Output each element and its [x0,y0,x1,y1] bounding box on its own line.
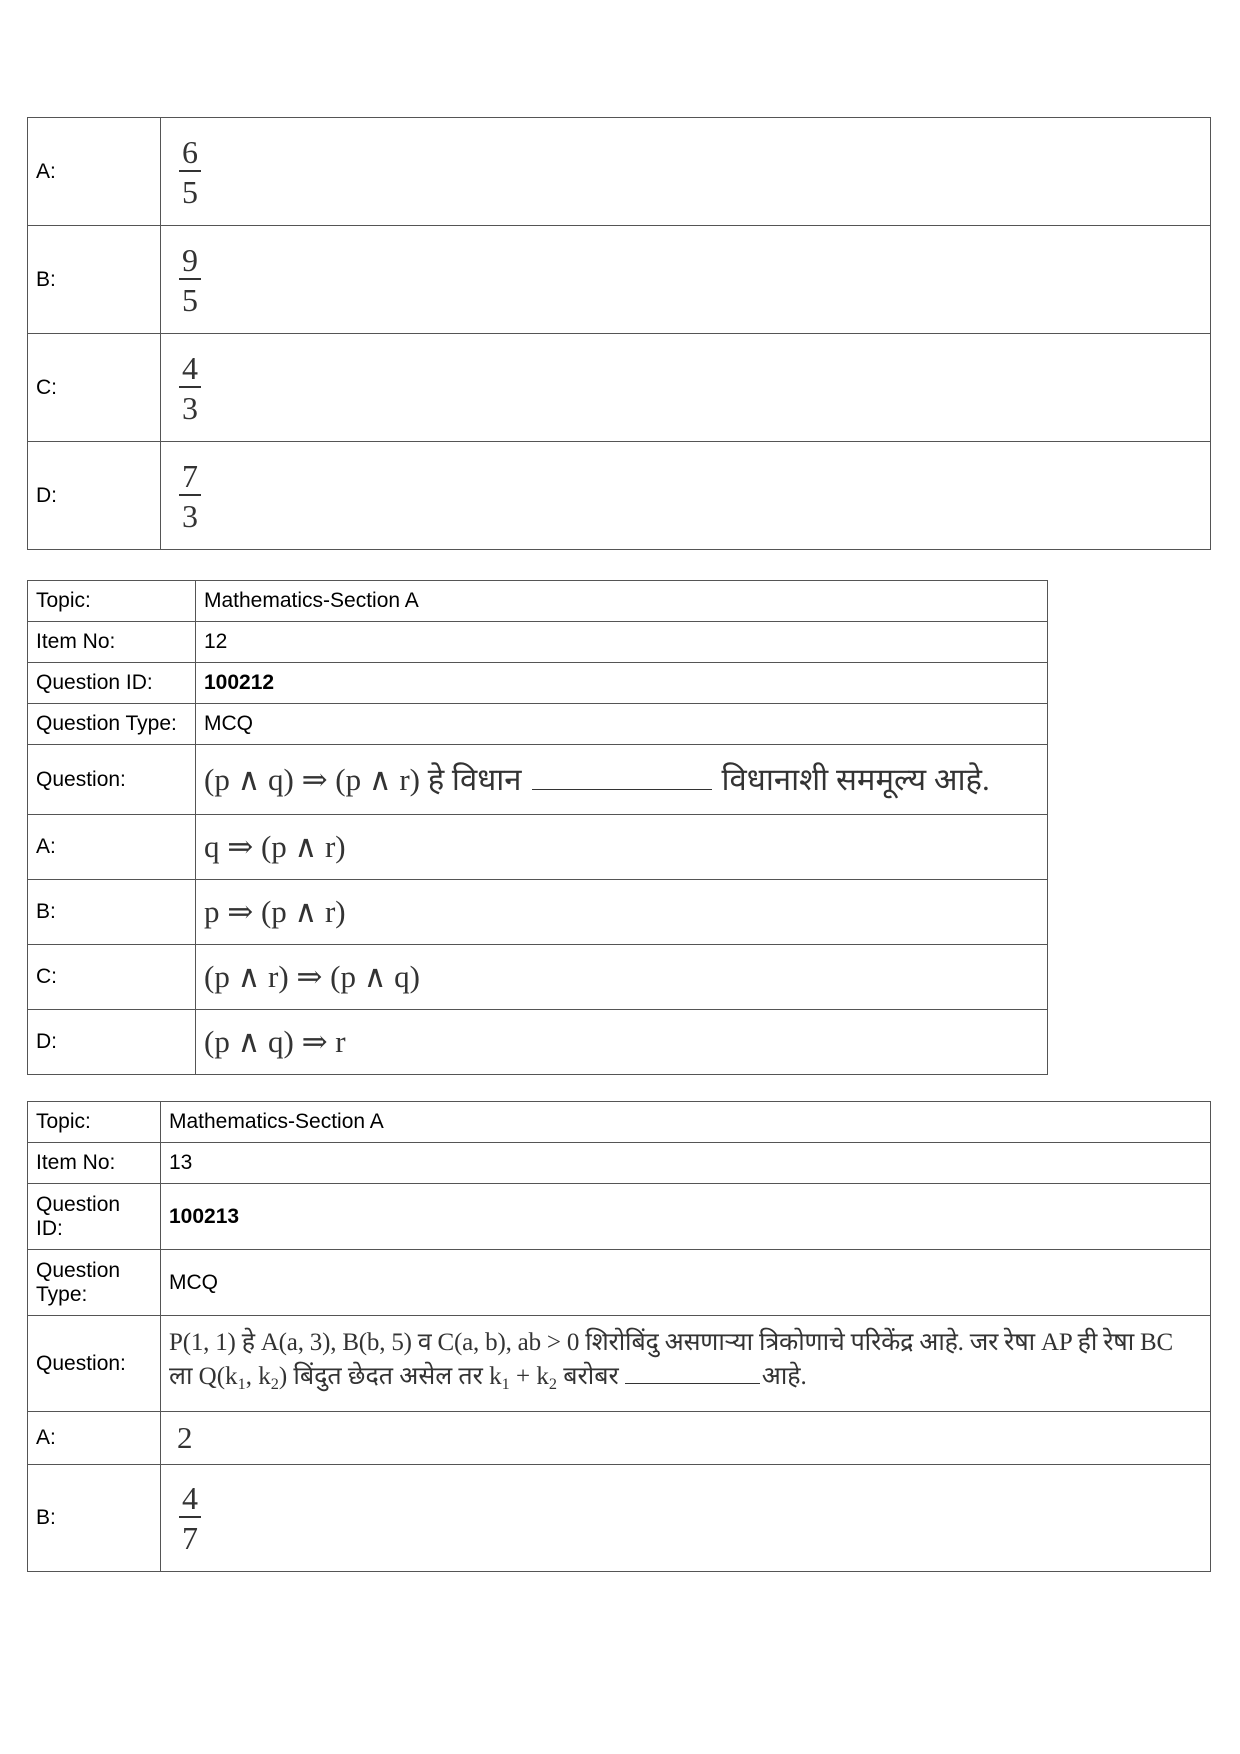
fraction-numerator: 4 [182,1480,198,1516]
fraction-numerator: 9 [182,241,198,278]
answer-blank [532,789,712,790]
question-text-part2: विधानाशी सममूल्य आहे. [721,761,990,797]
option-label [28,226,161,334]
option-row-d [28,442,1211,550]
topic-row [28,581,1048,622]
option-label-text: D: [36,483,57,507]
fraction-denominator: 7 [182,1520,198,1556]
option-label: B: [36,1506,56,1529]
question-row [28,745,1048,815]
option-label-text: B: [36,267,56,291]
option-label-text: C: [36,375,57,399]
question-id-value: 100213 [169,1204,240,1228]
question-id-value: 100212 [204,671,275,694]
topic-value: Mathematics-Section A [169,1110,384,1133]
option-row-b [28,1465,1211,1572]
option-fraction [179,135,201,209]
fraction-denominator: 3 [182,389,198,426]
question-text-line1: P(1, 1) हे A(a, 3), B(b, 5) व C(a, b), ab > 0 शिरोबिंदु असणाऱ्या त्रिकोणाचे परिकेंद्र आहे. जर रेषा AP ही रेषा BC [169,1329,1174,1357]
q-line2-sub2: 2 [270,1374,279,1393]
option-value [161,226,1211,334]
answer-blank [625,1383,760,1384]
fraction-numerator: 6 [182,133,198,170]
q-line2-c: ) बिंदुत छेदत असेल तर k [278,1363,502,1391]
option-row-a [28,815,1048,880]
option-row-d [28,1010,1048,1075]
option-value [161,334,1211,442]
option-label: B: [36,900,56,923]
question-id-label: Question ID: [36,671,153,694]
question-type-label: Question Type: [36,1258,121,1306]
question-label: Question: [36,1351,126,1375]
q-line2-sub3: 1 [501,1374,510,1393]
option-value: 2 [177,1420,193,1455]
fraction-denominator: 5 [182,173,198,210]
item-no-label: Item No: [36,1151,116,1174]
topic-value: Mathematics-Section A [204,589,419,612]
option-label [28,334,161,442]
option-value: p ⇒ (p ∧ r) [204,894,346,929]
option-label-text: A: [36,159,56,183]
question-type-label: Question Type: [36,712,177,735]
question-row [28,1316,1211,1412]
q-line2-f: आहे. [761,1363,807,1391]
option-value: q ⇒ (p ∧ r) [204,829,346,864]
options-table-prev [27,117,1211,550]
fraction-numerator: 7 [182,457,198,494]
question-type-value: MCQ [204,712,253,735]
option-label: D: [36,1030,57,1053]
option-value [161,118,1211,226]
question-type-value: MCQ [169,1270,218,1294]
question-id-label: Question ID: [36,1192,121,1240]
item-no-label: Item No: [36,630,116,653]
question-type-row [28,1250,1211,1316]
option-fraction [179,351,201,425]
option-label [28,118,161,226]
option-row-c [28,945,1048,1010]
option-row-c [28,334,1211,442]
option-label [28,442,161,550]
q-line2-a: ला Q(k [169,1363,238,1391]
option-row-a [28,118,1211,226]
item-no-row [28,1143,1211,1184]
option-value: (p ∧ r) ⇒ (p ∧ q) [204,959,420,994]
option-label: A: [36,835,56,858]
question-id-row [28,663,1048,704]
topic-row [28,1102,1211,1143]
q-line2-d: + k [509,1363,549,1391]
fraction-denominator: 5 [182,281,198,318]
question-id-row [28,1184,1211,1250]
fraction-denominator: 3 [182,497,198,534]
q-line2-sub1: 1 [237,1374,246,1393]
option-value [161,442,1211,550]
q-line2-b: , k [245,1363,271,1391]
question-text-line2 [169,1360,1202,1401]
q-line2-e: बरोबर [557,1363,619,1391]
topic-label: Topic: [36,1110,91,1133]
item-no-row [28,622,1048,663]
option-label: C: [36,965,57,988]
option-fraction [179,243,201,317]
question-text-part1: (p ∧ q) ⇒ (p ∧ r) हे विधान [204,761,522,797]
option-fraction [179,1481,201,1555]
option-row-a [28,1412,1211,1465]
option-row-b [28,880,1048,945]
option-label: A: [36,1426,56,1449]
question-table-13 [27,1101,1211,1572]
fraction-numerator: 4 [182,349,198,386]
item-no-value: 13 [169,1151,193,1174]
option-value: (p ∧ q) ⇒ r [204,1024,346,1059]
item-no-value: 12 [204,630,228,653]
q-line2-sub4: 2 [548,1374,557,1393]
question-label: Question: [36,767,126,791]
option-row-b [28,226,1211,334]
option-fraction [179,459,201,533]
question-table-12 [27,580,1048,1075]
question-type-row [28,704,1048,745]
topic-label: Topic: [36,589,91,612]
